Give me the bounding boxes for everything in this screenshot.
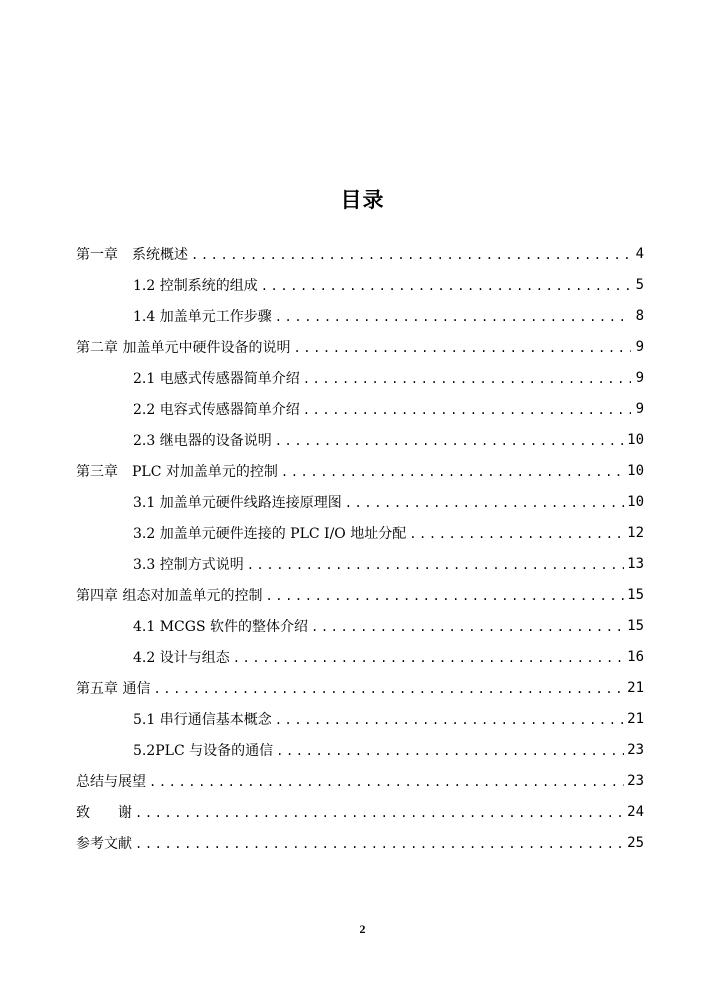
toc-entry-text: 5.1 串行通信基本概念 (133, 711, 272, 728)
toc-dot-leader (276, 744, 624, 758)
toc-entry-section-1-2[interactable] (76, 269, 644, 300)
toc-entry-page: 9 (635, 338, 644, 355)
toc-entry-section-2-3[interactable] (76, 424, 644, 455)
toc-entry-text: 2.3 继电器的设备说明 (133, 432, 272, 449)
toc-entry-page: 4 (635, 245, 644, 262)
toc-entry-page: 13 (627, 555, 644, 572)
toc-entry-section-3-1[interactable] (76, 486, 644, 517)
toc-entry-text: 第四章 组态对加盖单元的控制 (76, 587, 263, 604)
toc-entry-text: 第五章 通信 (76, 680, 151, 697)
toc-entry-text: 第一章 系统概述 (76, 246, 188, 263)
toc-title: 目录 (340, 188, 385, 212)
toc-entry-text: 5.2PLC 与设备的通信 (133, 742, 274, 759)
toc-entry-page: 12 (627, 524, 644, 541)
toc-entry-page: 5 (635, 276, 644, 293)
toc-entry-page: 10 (627, 462, 644, 479)
toc-entry-text: 1.2 控制系统的组成 (133, 277, 258, 294)
toc-entry-section-2-2[interactable] (76, 393, 644, 424)
toc-entry-chapter-1[interactable] (76, 238, 644, 269)
toc-entry-text: 2.2 电容式传感器简单介绍 (133, 401, 300, 418)
page-number: 2 (359, 922, 366, 936)
toc-entry-section-2-1[interactable] (76, 362, 644, 393)
toc-entry-page: 10 (627, 431, 644, 448)
toc-entry-section-1-4[interactable] (76, 300, 644, 331)
toc-dot-leader (303, 403, 631, 417)
toc-dot-leader (345, 496, 624, 510)
toc-dot-leader (153, 682, 624, 696)
toc-entry-page: 15 (627, 617, 644, 634)
toc-dot-leader (303, 372, 631, 386)
toc-entry-text: 1.4 加盖单元工作步骤 (133, 308, 272, 325)
toc-entry-page: 9 (635, 369, 644, 386)
toc-dot-leader (265, 589, 624, 603)
toc-entry-acknowledgements[interactable] (76, 796, 644, 827)
toc-entry-text: 3.3 控制方式说明 (133, 556, 244, 573)
toc-dot-leader (275, 713, 624, 727)
toc-entry-section-4-1[interactable] (76, 610, 644, 641)
toc-entry-text: 3.2 加盖单元硬件连接的 PLC I/O 地址分配 (133, 525, 407, 542)
toc-entry-chapter-2[interactable] (76, 331, 644, 362)
toc-entry-section-3-2[interactable] (76, 517, 644, 548)
toc-entry-page: 21 (627, 679, 644, 696)
toc-entry-page: 10 (627, 493, 644, 510)
toc-entry-chapter-3[interactable] (76, 455, 644, 486)
toc-dot-leader (191, 248, 631, 262)
toc-entry-section-5-1[interactable] (76, 703, 644, 734)
toc-entry-text: 4.1 MCGS 软件的整体介绍 (133, 618, 308, 635)
toc-entry-text: 致 谢 (76, 804, 132, 821)
toc-entry-page: 15 (627, 586, 644, 603)
toc-dot-leader (135, 837, 624, 851)
toc-dot-leader (293, 341, 631, 355)
toc-entry-page: 9 (635, 400, 644, 417)
toc-dot-leader (281, 465, 624, 479)
toc-entry-page: 23 (627, 772, 644, 789)
toc-list (76, 238, 644, 858)
toc-entry-page: 8 (635, 307, 644, 324)
toc-dot-leader (233, 651, 624, 665)
toc-entry-text: 4.2 设计与组态 (133, 649, 230, 666)
toc-entry-page: 23 (627, 741, 644, 758)
toc-dot-leader (409, 527, 624, 541)
toc-entry-page: 16 (627, 648, 644, 665)
toc-dot-leader (275, 434, 624, 448)
toc-entry-references[interactable] (76, 827, 644, 858)
toc-entry-chapter-5[interactable] (76, 672, 644, 703)
toc-entry-text: 3.1 加盖单元硬件线路连接原理图 (133, 494, 342, 511)
toc-entry-text: 第二章 加盖单元中硬件设备的说明 (76, 339, 291, 356)
toc-entry-section-4-2[interactable] (76, 641, 644, 672)
toc-dot-leader (261, 279, 631, 293)
toc-dot-leader (247, 558, 624, 572)
toc-entry-section-3-3[interactable] (76, 548, 644, 579)
toc-dot-leader (275, 310, 631, 324)
toc-entry-page: 24 (627, 803, 644, 820)
toc-entry-section-5-2[interactable] (76, 734, 644, 765)
toc-dot-leader (135, 806, 624, 820)
toc-entry-page: 21 (627, 710, 644, 727)
toc-entry-text: 第三章 PLC 对加盖单元的控制 (76, 463, 278, 480)
toc-dot-leader (149, 775, 624, 789)
toc-dot-leader (311, 620, 624, 634)
toc-entry-text: 参考文献 (76, 835, 132, 852)
toc-entry-text: 2.1 电感式传感器简单介绍 (133, 370, 300, 387)
toc-entry-page: 25 (627, 834, 644, 851)
toc-entry-text: 总结与展望 (76, 773, 146, 790)
toc-entry-summary[interactable] (76, 765, 644, 796)
toc-entry-chapter-4[interactable] (76, 579, 644, 610)
